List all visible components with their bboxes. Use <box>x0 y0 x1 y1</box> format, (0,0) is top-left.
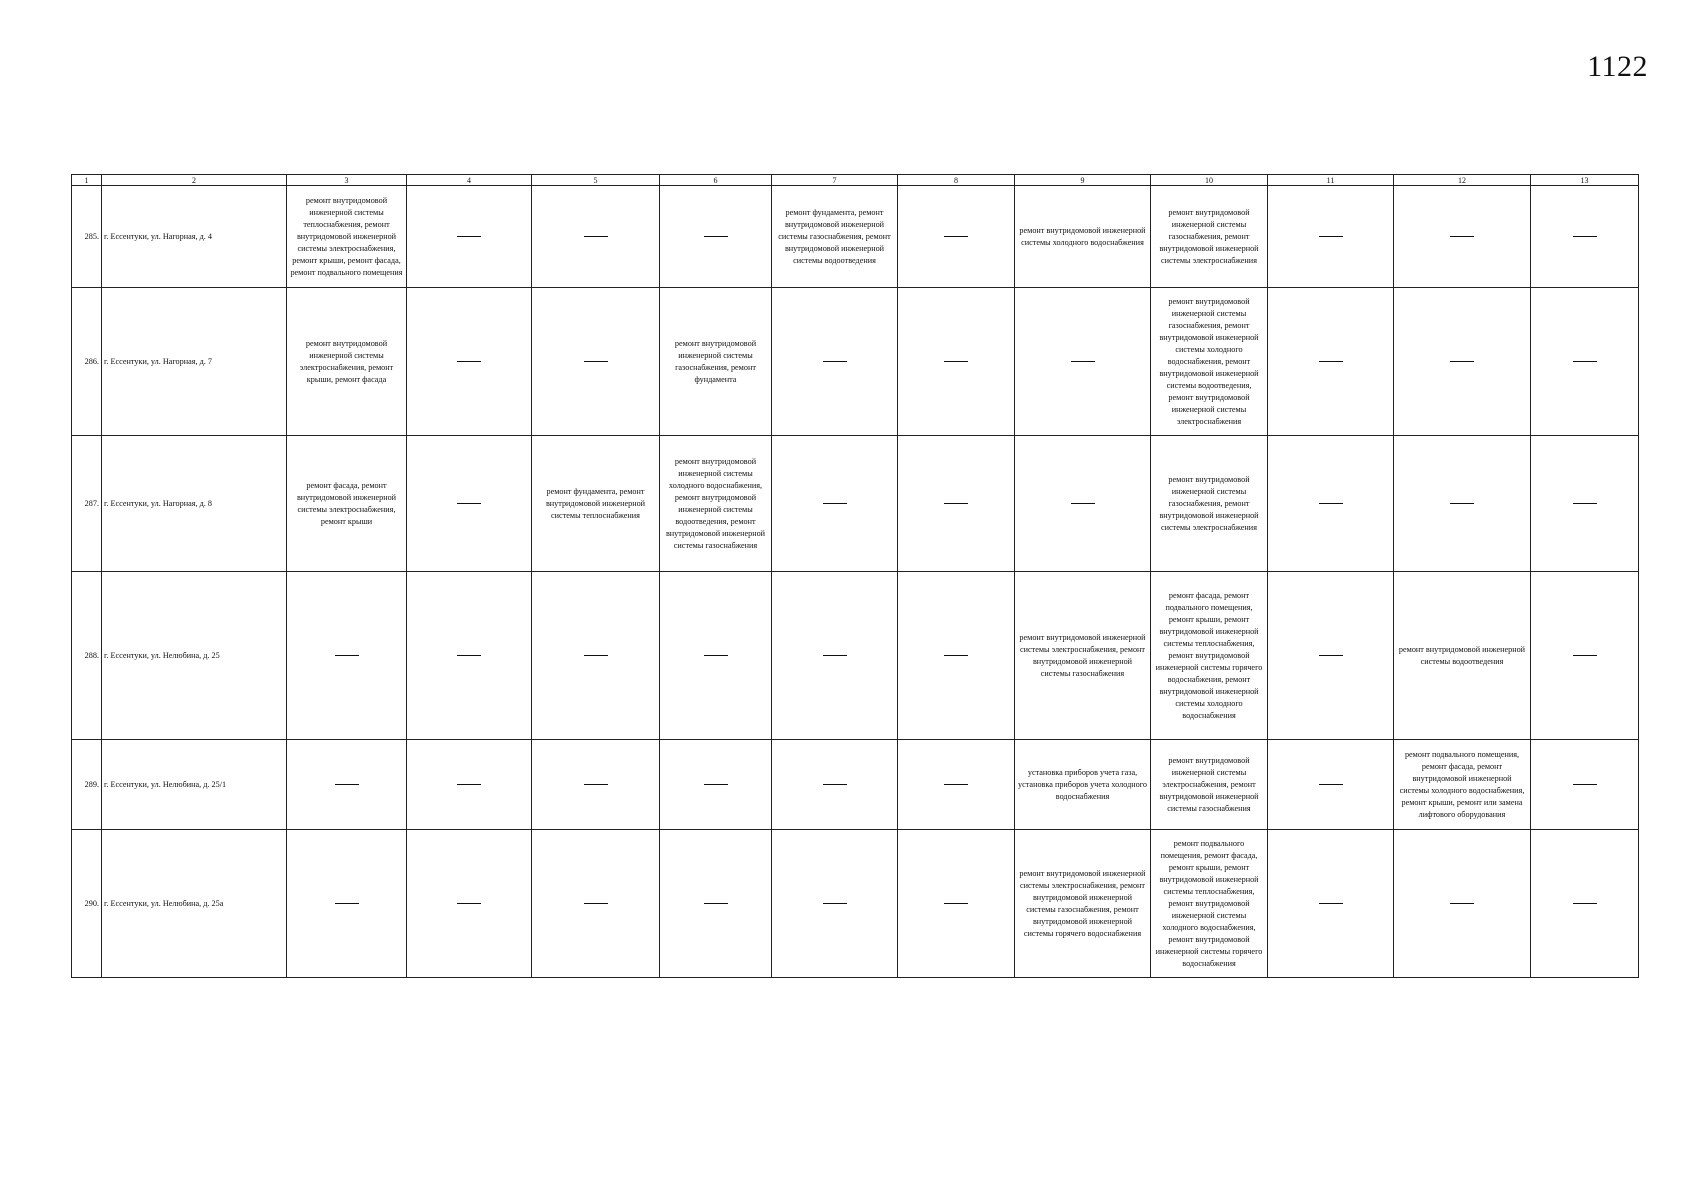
dash-mark <box>1071 361 1095 362</box>
row-number-cell: 289. <box>72 740 102 830</box>
empty-cell <box>1531 186 1639 288</box>
empty-cell <box>1268 436 1394 572</box>
dash-mark <box>457 903 481 904</box>
dash-mark <box>823 903 847 904</box>
empty-cell <box>772 436 898 572</box>
dash-mark <box>704 236 728 237</box>
empty-cell <box>772 740 898 830</box>
dash-mark <box>1450 503 1474 504</box>
address-cell: г. Ессентуки, ул. Нагорная, д. 7 <box>102 288 287 436</box>
empty-cell <box>772 288 898 436</box>
empty-cell <box>1531 436 1639 572</box>
work-description-cell: ремонт внутридомовой инженерной системы электроснабжения, ремонт внутридомовой инженерной системы газоснабжения <box>1151 740 1268 830</box>
table-row <box>72 740 1639 830</box>
address-cell: г. Ессентуки, ул. Нелюбина, д. 25/1 <box>102 740 287 830</box>
column-header: 13 <box>1531 175 1639 186</box>
dash-mark <box>1573 655 1597 656</box>
empty-cell <box>660 740 772 830</box>
empty-cell <box>1268 830 1394 978</box>
dash-mark <box>823 784 847 785</box>
column-header: 10 <box>1151 175 1268 186</box>
column-header: 3 <box>287 175 407 186</box>
empty-cell <box>1531 288 1639 436</box>
address-cell: г. Ессентуки, ул. Нелюбина, д. 25а <box>102 830 287 978</box>
empty-cell <box>287 830 407 978</box>
dash-mark <box>457 655 481 656</box>
dash-mark <box>1319 503 1343 504</box>
dash-mark <box>1071 503 1095 504</box>
row-number-cell: 288. <box>72 572 102 740</box>
dash-mark <box>1573 361 1597 362</box>
dash-mark <box>1319 655 1343 656</box>
empty-cell <box>407 186 532 288</box>
empty-cell <box>898 830 1015 978</box>
empty-cell <box>1394 830 1531 978</box>
empty-cell <box>532 288 660 436</box>
empty-cell <box>1531 740 1639 830</box>
dash-mark <box>584 784 608 785</box>
dash-mark <box>704 903 728 904</box>
column-header: 12 <box>1394 175 1531 186</box>
dash-mark <box>335 903 359 904</box>
work-description-cell: ремонт внутридомовой инженерной системы электроснабжения, ремонт крыши, ремонт фасада <box>287 288 407 436</box>
work-description-cell: ремонт внутридомовой инженерной системы холодного водоснабжения, ремонт внутридомовой инженерной системы водоотведения, ремонт внутридомовой инженерной системы газоснабжения <box>660 436 772 572</box>
work-description-cell: ремонт внутридомовой инженерной системы газоснабжения, ремонт фундамента <box>660 288 772 436</box>
dash-mark <box>944 503 968 504</box>
dash-mark <box>457 361 481 362</box>
table-body <box>72 186 1639 978</box>
work-description-cell: ремонт внутридомовой инженерной системы холодного водоснабжения <box>1015 186 1151 288</box>
work-description-cell: ремонт фундамента, ремонт внутридомовой инженерной системы газоснабжения, ремонт внутридомовой инженерной системы водоотведения <box>772 186 898 288</box>
page-number: 1122 <box>1587 50 1648 83</box>
empty-cell <box>1531 572 1639 740</box>
dash-mark <box>457 503 481 504</box>
empty-cell <box>1015 436 1151 572</box>
empty-cell <box>898 436 1015 572</box>
empty-cell <box>532 830 660 978</box>
dash-mark <box>1573 236 1597 237</box>
column-header: 1 <box>72 175 102 186</box>
empty-cell <box>532 572 660 740</box>
empty-cell <box>660 830 772 978</box>
empty-cell <box>407 572 532 740</box>
dash-mark <box>584 655 608 656</box>
empty-cell <box>1015 288 1151 436</box>
table-row <box>72 288 1639 436</box>
dash-mark <box>823 361 847 362</box>
table-row <box>72 436 1639 572</box>
work-description-cell: ремонт подвального помещения, ремонт фасада, ремонт внутридомовой инженерной системы холодного водоснабжения, ремонт крыши, ремонт или замена лифтового оборудования <box>1394 740 1531 830</box>
row-number-cell: 286. <box>72 288 102 436</box>
dash-mark <box>457 236 481 237</box>
empty-cell <box>898 572 1015 740</box>
empty-cell <box>660 186 772 288</box>
work-description-cell: ремонт фасада, ремонт подвального помещения, ремонт крыши, ремонт внутридомовой инженерной системы теплоснабжения, ремонт внутридомовой инженерной системы горячего водоснабжения, ремонт внутридомовой инженерной системы холодного водоснабжения <box>1151 572 1268 740</box>
address-cell: г. Ессентуки, ул. Нелюбина, д. 25 <box>102 572 287 740</box>
empty-cell <box>1394 288 1531 436</box>
dash-mark <box>584 361 608 362</box>
dash-mark <box>1319 236 1343 237</box>
dash-mark <box>944 784 968 785</box>
empty-cell <box>287 740 407 830</box>
work-description-cell: ремонт фасада, ремонт внутридомовой инженерной системы электроснабжения, ремонт крыши <box>287 436 407 572</box>
empty-cell <box>287 572 407 740</box>
column-header: 2 <box>102 175 287 186</box>
work-description-cell: ремонт внутридомовой инженерной системы электроснабжения, ремонт внутридомовой инженерной системы газоснабжения <box>1015 572 1151 740</box>
row-number-cell: 290. <box>72 830 102 978</box>
empty-cell <box>898 740 1015 830</box>
dash-mark <box>704 784 728 785</box>
dash-mark <box>584 903 608 904</box>
empty-cell <box>407 830 532 978</box>
table-header <box>72 175 1639 186</box>
empty-cell <box>407 436 532 572</box>
work-description-cell: ремонт внутридомовой инженерной системы электроснабжения, ремонт внутридомовой инженерной системы газоснабжения, ремонт внутридомовой инженерной системы горячего водоснабжения <box>1015 830 1151 978</box>
dash-mark <box>457 784 481 785</box>
dash-mark <box>1450 361 1474 362</box>
row-number-cell: 285. <box>72 186 102 288</box>
dash-mark <box>1319 784 1343 785</box>
dash-mark <box>1573 503 1597 504</box>
empty-cell <box>1394 436 1531 572</box>
dash-mark <box>823 655 847 656</box>
dash-mark <box>1450 236 1474 237</box>
empty-cell <box>772 572 898 740</box>
dash-mark <box>944 236 968 237</box>
empty-cell <box>660 572 772 740</box>
empty-cell <box>772 830 898 978</box>
work-description-cell: ремонт внутридомовой инженерной системы газоснабжения, ремонт внутридомовой инженерной системы холодного водоснабжения, ремонт внутридомовой инженерной системы водоотведения, ремонт внутридомовой инженерной системы электроснабжения <box>1151 288 1268 436</box>
column-header: 7 <box>772 175 898 186</box>
table-row <box>72 830 1639 978</box>
dash-mark <box>704 655 728 656</box>
dash-mark <box>1319 361 1343 362</box>
empty-cell <box>532 740 660 830</box>
column-header: 4 <box>407 175 532 186</box>
empty-cell <box>1268 740 1394 830</box>
work-description-cell: ремонт фундамента, ремонт внутридомовой инженерной системы теплоснабжения <box>532 436 660 572</box>
address-cell: г. Ессентуки, ул. Нагорная, д. 8 <box>102 436 287 572</box>
empty-cell <box>532 186 660 288</box>
dash-mark <box>584 236 608 237</box>
work-description-cell: установка приборов учета газа, установка приборов учета холодного водоснабжения <box>1015 740 1151 830</box>
column-header: 6 <box>660 175 772 186</box>
work-description-cell: ремонт внутридомовой инженерной системы газоснабжения, ремонт внутридомовой инженерной системы электроснабжения <box>1151 186 1268 288</box>
dash-mark <box>1573 784 1597 785</box>
dash-mark <box>944 361 968 362</box>
dash-mark <box>1450 903 1474 904</box>
work-description-cell: ремонт внутридомовой инженерной системы теплоснабжения, ремонт внутридомовой инженерной системы электроснабжения, ремонт крыши, ремонт фасада, ремонт подвального помещения <box>287 186 407 288</box>
dash-mark <box>823 503 847 504</box>
dash-mark <box>335 655 359 656</box>
dash-mark <box>944 655 968 656</box>
table-row <box>72 186 1639 288</box>
work-description-cell: ремонт внутридомовой инженерной системы газоснабжения, ремонт внутридомовой инженерной системы электроснабжения <box>1151 436 1268 572</box>
table-row <box>72 572 1639 740</box>
dash-mark <box>1573 903 1597 904</box>
empty-cell <box>1268 186 1394 288</box>
empty-cell <box>1394 186 1531 288</box>
column-number-row <box>72 175 1639 186</box>
address-cell: г. Ессентуки, ул. Нагорная, д. 4 <box>102 186 287 288</box>
empty-cell <box>898 288 1015 436</box>
repair-schedule-table <box>71 174 1639 978</box>
empty-cell <box>407 740 532 830</box>
row-number-cell: 287. <box>72 436 102 572</box>
column-header: 11 <box>1268 175 1394 186</box>
empty-cell <box>898 186 1015 288</box>
dash-mark <box>944 903 968 904</box>
column-header: 5 <box>532 175 660 186</box>
empty-cell <box>1268 288 1394 436</box>
column-header: 8 <box>898 175 1015 186</box>
dash-mark <box>1319 903 1343 904</box>
work-description-cell: ремонт внутридомовой инженерной системы водоотведения <box>1394 572 1531 740</box>
empty-cell <box>1531 830 1639 978</box>
dash-mark <box>335 784 359 785</box>
empty-cell <box>407 288 532 436</box>
empty-cell <box>1268 572 1394 740</box>
column-header: 9 <box>1015 175 1151 186</box>
work-description-cell: ремонт подвального помещения, ремонт фасада, ремонт крыши, ремонт внутридомовой инженерной системы теплоснабжения, ремонт внутридомовой инженерной системы холодного водоснабжения, ремонт внутридомовой инженерной системы горячего водоснабжения <box>1151 830 1268 978</box>
